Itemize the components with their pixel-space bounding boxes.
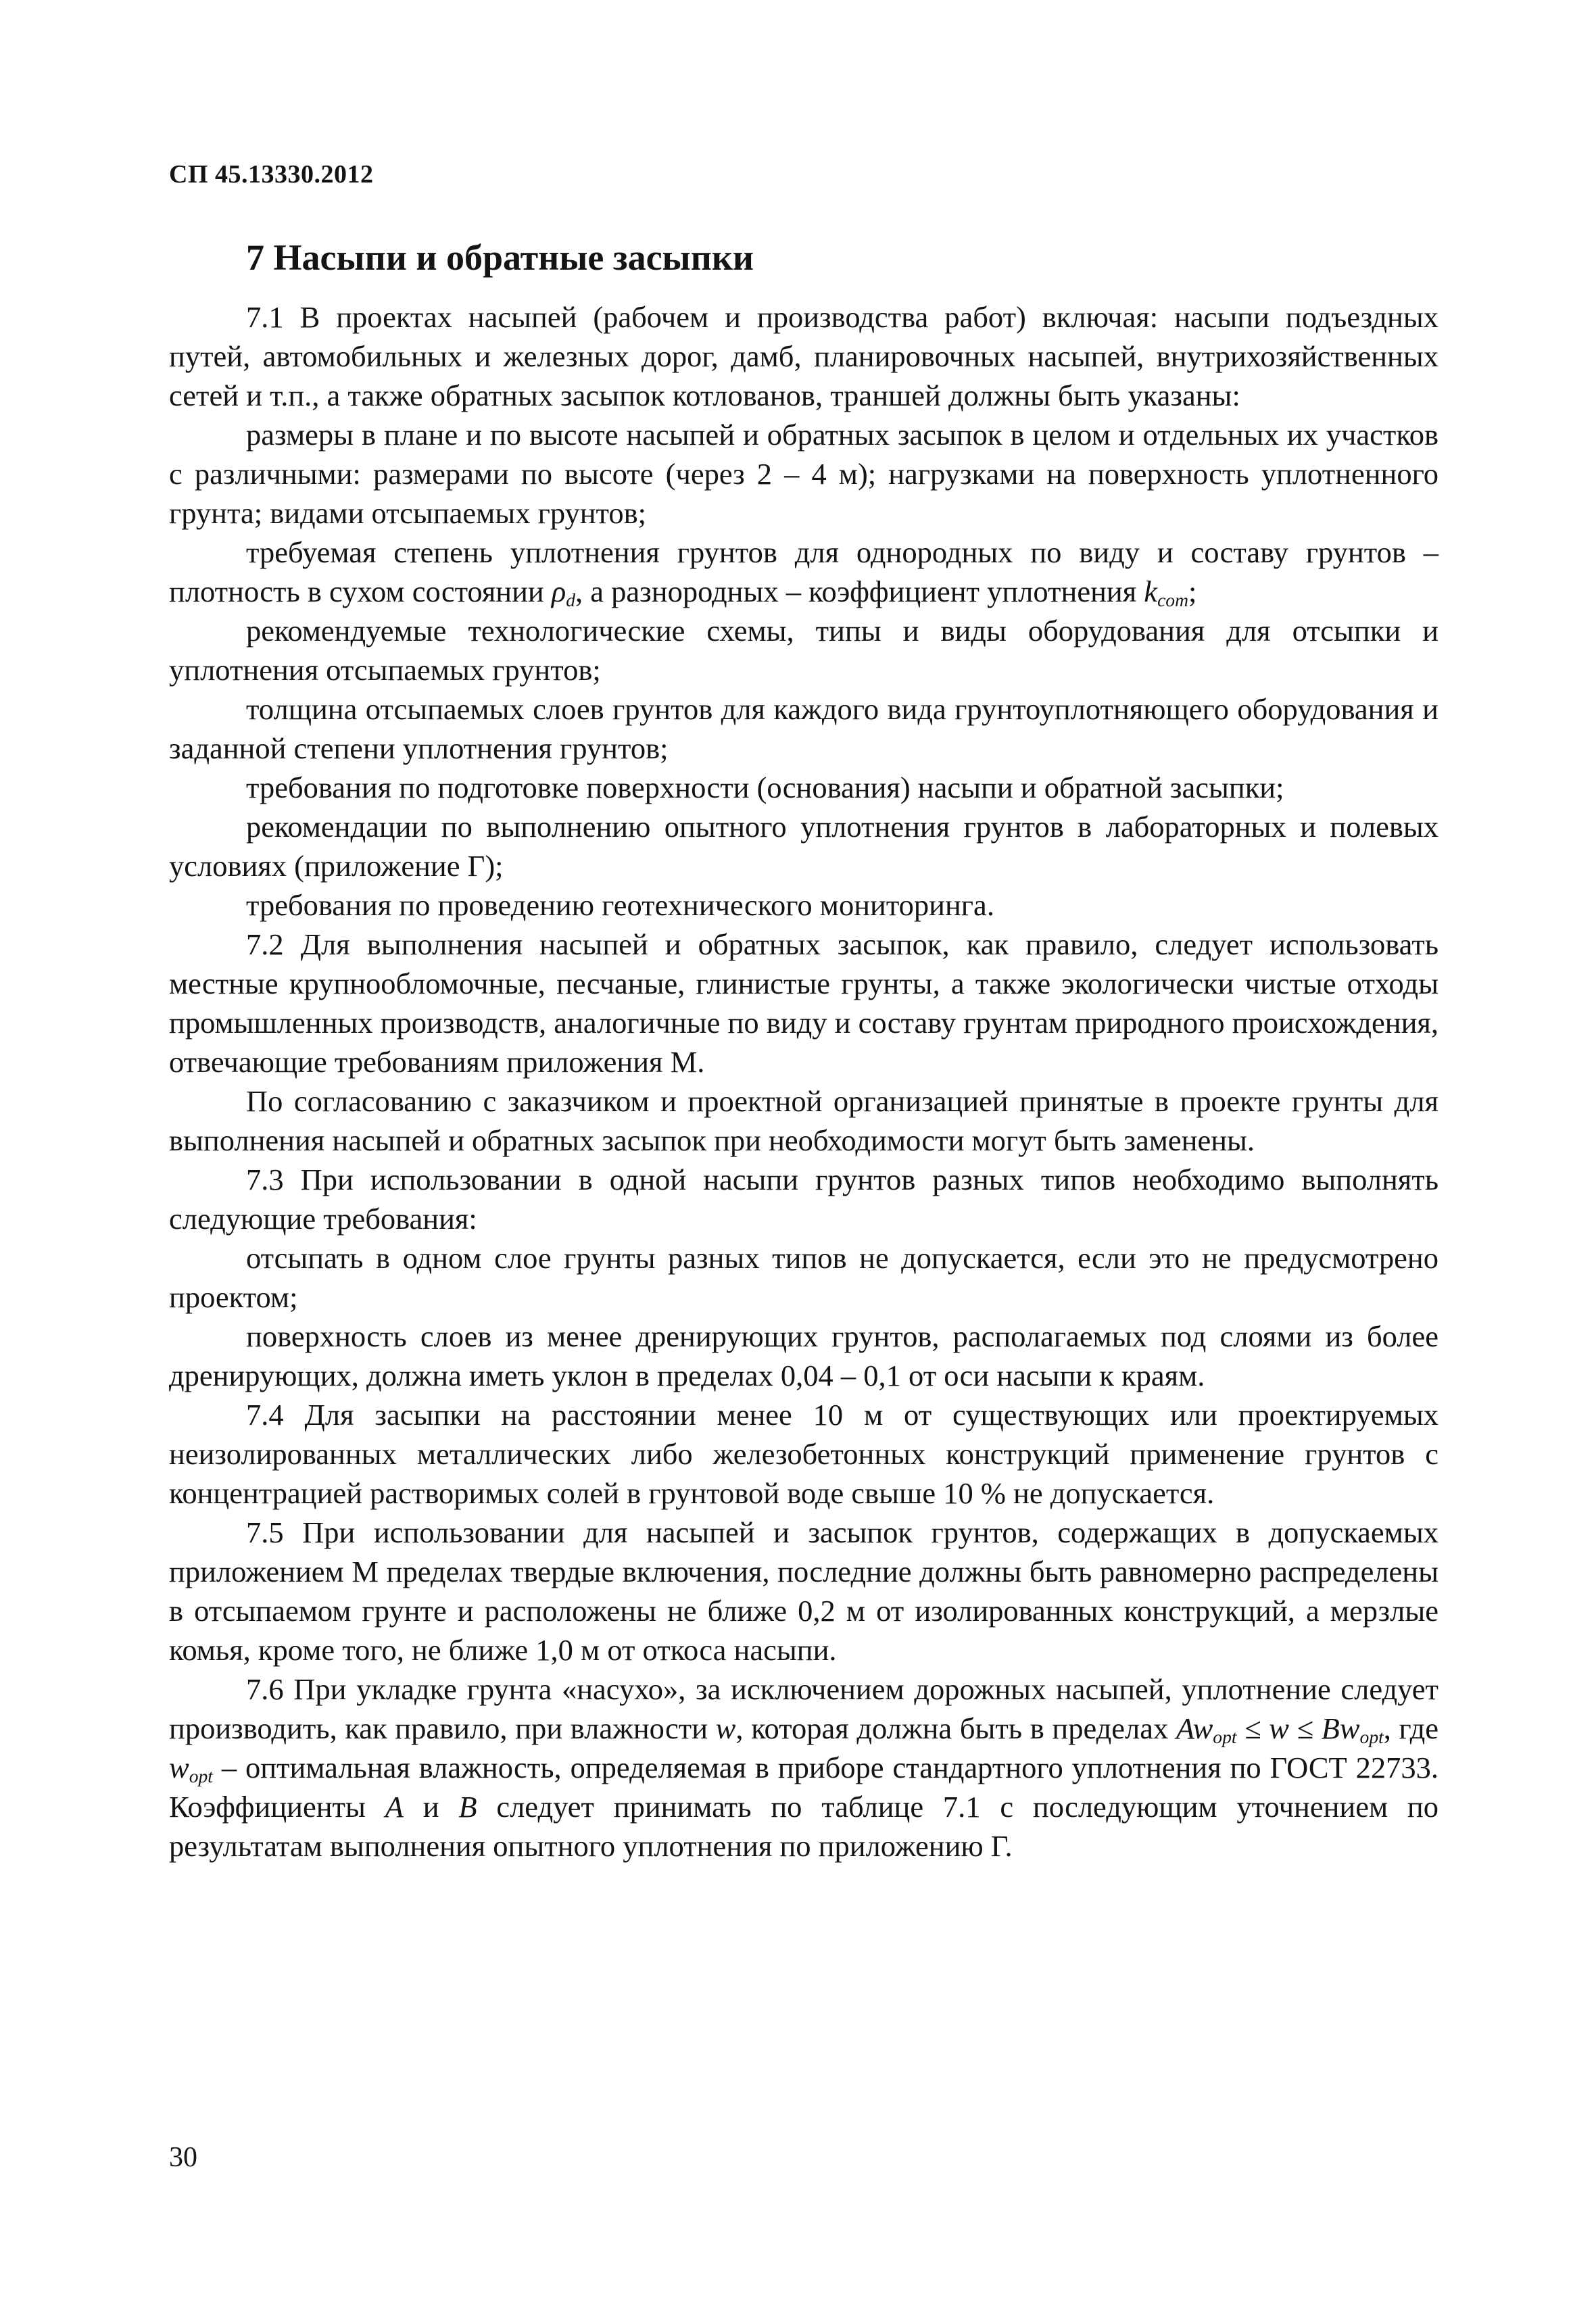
text-segment: , которая должна быть в пределах [735,1711,1176,1745]
section-title: 7 Насыпи и обратные засыпки [246,237,754,278]
text-segment: 7.6 При укладке грунта «насухо», за исключением дорожных насыпей, уплотнение следует производить, как правило, при влажности [169,1672,1438,1745]
list-item-monitoring: требования по проведению геотехнического мониторинга. [246,888,994,922]
subscript-text: opt [189,1765,213,1786]
subscript-text: opt [1359,1726,1384,1747]
page-number: 30 [169,2142,197,2173]
paragraph-7-1: 7.1 В проектах насыпей (рабочем и производства работ) включая: насыпи подъездных путей, автомобильных и железных дорог, дамб, планировочных насыпей, внутрихозяйственных сетей и т.п., а также обратных засыпок котлованов, траншей должны быть указаны: [169,300,1438,412]
text-segment: ; [1188,575,1197,608]
list-item-surface-preparation: требования по подготовке поверхности (основания) насыпи и обратной засыпки; [246,771,1284,804]
formula-upper: Bw [1321,1711,1360,1745]
list-item-single-layer: отсыпать в одном слое грунты разных типов не допускается, если это не предусмотрено проектом; [169,1241,1438,1314]
variable-w: w [715,1711,736,1745]
document-code: СП 45.13330.2012 [169,160,374,189]
text-segment: требуемая степень уплотнения грунтов для однородных по виду и составу грунтов – плотность в сухом состоянии [169,535,1438,608]
subscript-text: com [1157,589,1189,610]
list-item-compaction-degree [169,533,1438,611]
text-segment: следует принимать по таблице 7.1 с последующим уточнением по результатам выполнения опытного уплотнения по приложению Г. [169,1790,1438,1863]
subscript-text: opt [1213,1726,1237,1747]
subscript-text: d [566,589,576,610]
paragraph-7-2-continued: По согласованию с заказчиком и проектной организацией принятые в проекте грунты для выполнения насыпей и обратных засыпок при необходимости могут быть заменены. [169,1084,1438,1157]
paragraph-7-3: 7.3 При использовании в одной насыпи грунтов разных типов необходимо выполнять следующие требования: [169,1163,1438,1236]
list-item-slope: поверхность слоев из менее дренирующих грунтов, располагаемых под слоями из более дренирующих, должна иметь уклон в пределах 0,04 – 0,1 от оси насыпи к краям. [169,1319,1438,1392]
formula-middle: ≤ w ≤ [1236,1711,1322,1745]
text-segment: – оптимальная влажность, определяемая в приборе стандартного уплотнения по ГОСТ 22733. Коэффициенты [169,1751,1438,1824]
variable-wopt: w [169,1751,189,1784]
paragraph-7-6 [169,1670,1438,1866]
paragraph-7-5: 7.5 При использовании для насыпей и засыпок грунтов, содержащих в допускаемых приложением М пределах твердые включения, последние должны быть равномерно распределены в отсыпаемом грунте и расположены не ближе 0,2 м от изолированных конструкций, а мерзлые комья, кроме того, не ближе 1,0 м от откоса насыпи. [169,1515,1438,1667]
paragraph-7-2: 7.2 Для выполнения насыпей и обратных засыпок, как правило, следует использовать местные крупнообломочные, песчаные, глинистые грунты, а также экологически чистые отходы промышленных производств, аналогичные по виду и составу грунтам природного происхождения, отвечающие требованиям приложения М. [169,927,1438,1079]
subscript [1360,1726,1384,1747]
text-segment: и [403,1790,459,1824]
paragraph-7-4: 7.4 Для засыпки на расстоянии менее 10 м от существующих или проектируемых неизолированных металлических либо железобетонных конструкций применение грунтов с концентрацией растворимых солей в грунтовой воде свыше 10 % не допускается. [169,1398,1438,1510]
formula-lower: Aw [1176,1711,1213,1745]
text-segment: , где [1383,1711,1438,1745]
list-item-layer-thickness: толщина отсыпаемых слоев грунтов для каждого вида грунтоуплотняющего оборудования и заданной степени уплотнения грунтов; [169,692,1438,765]
text-segment: , а разнородных – коэффициент уплотнения [575,575,1144,608]
variable-rho: ρ [551,575,566,608]
subscript [1213,1726,1236,1747]
list-item-dimensions: размеры в плане и по высоте насыпей и обратных засыпок в целом и отдельных их участков с различными: размерами по высоте (через 2 – 4 м); нагрузками на поверхность уплотненного грунта; видами отсыпаемых грунтов; [169,418,1438,530]
variable-B: B [458,1790,477,1824]
subscript [1157,589,1188,610]
variable-k: k [1144,575,1158,608]
document-body [169,297,1438,1866]
subscript [189,1765,213,1786]
variable-A: A [385,1790,404,1824]
list-item-schemes: рекомендуемые технологические схемы, типы и виды оборудования для отсыпки и уплотнения отсыпаемых грунтов; [169,614,1438,687]
subscript [566,589,575,610]
list-item-trial-compaction: рекомендации по выполнению опытного уплотнения грунтов в лабораторных и полевых условиях (приложение Г); [169,810,1438,883]
